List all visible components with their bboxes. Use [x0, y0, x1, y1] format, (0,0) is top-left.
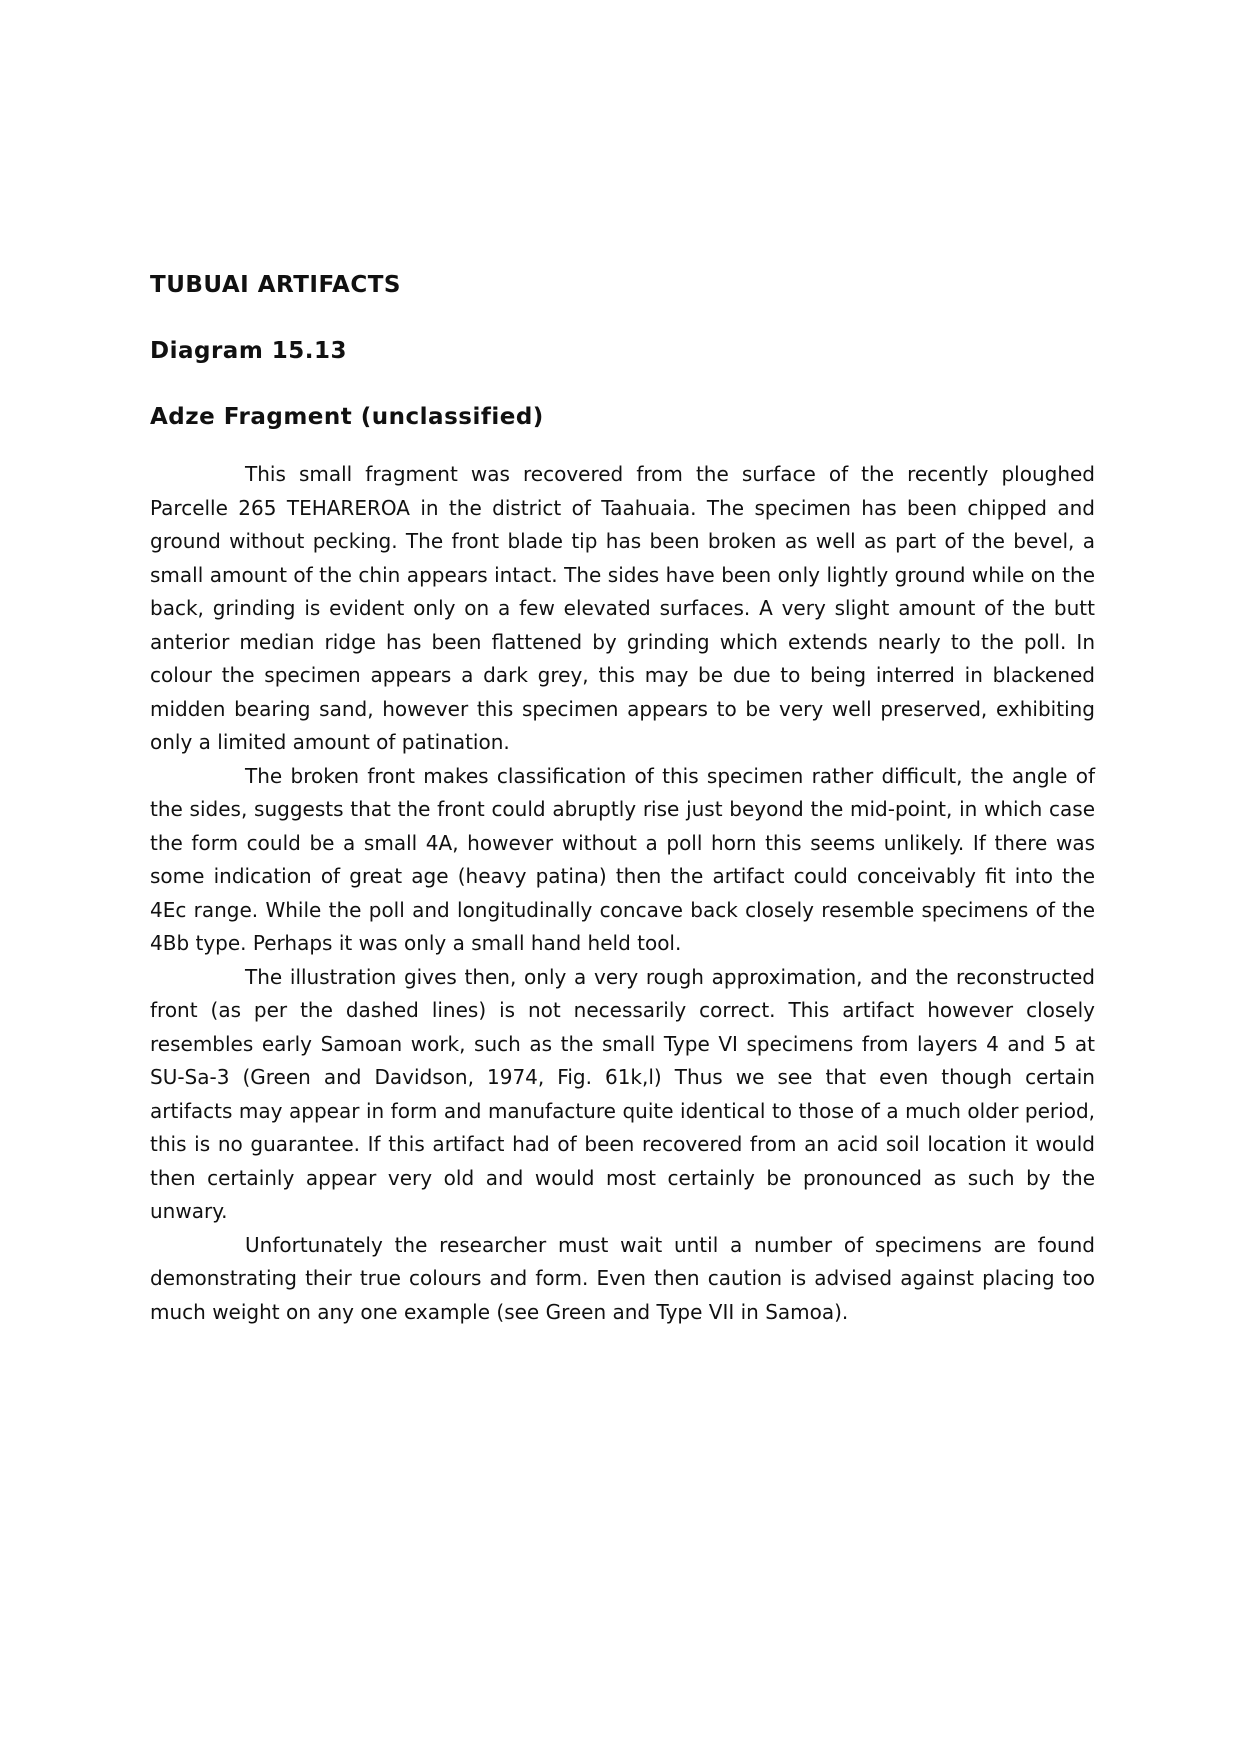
body-text: [150, 458, 1095, 1329]
paragraph: The illustration gives then, only a very rough approximation, and the reconstructed front (as per the dashed lines) is not necessarily correct. This artifact however closely resembles early Samoan work, such as the small Type VI specimens from layers 4 and 5 at SU-Sa-3 (Green and Davidson, 1974, Fig. 61k,l) Thus we see that even though certain artifacts may appear in form and manufacture quite identical to those of a much older period, this is no guarantee. If this artifact had of been recovered from an acid soil location it would then certainly appear very old and would most certainly be pronounced as such by the unwary.: [150, 964, 1095, 1223]
paragraph: The broken front makes classification of this specimen rather difficult, the angle of the sides, suggests that the front could abruptly rise just beyond the mid-point, in which case the form could be a small 4A, however without a poll horn this seems unlikely. If there was some indication of great age (heavy patina) then the artifact could conceivably fit into the 4Ec range. While the poll and longitudinally concave back closely resemble specimens of the 4Bb type. Perhaps it was only a small hand held tool.: [150, 763, 1095, 955]
subject-heading: Adze Fragment (unclassified): [150, 404, 544, 430]
diagram-label: Diagram 15.13: [150, 338, 348, 364]
paragraph: This small fragment was recovered from the surface of the recently ploughed Parcelle 265 TEHAREROA in the district of Taahuaia. The specimen has been chipped and ground without pecking. The front blade tip has been broken as well as part of the bevel, a small amount of the chin appears intact. The sides have been only lightly ground while on the back, grinding is evident only on a few elevated surfaces. A very slight amount of the butt anterior median ridge has been flattened by grinding which extends nearly to the poll. In colour the specimen appears a dark grey, this may be due to being interred in blackened midden bearing sand, however this specimen appears to be very well preserved, exhibiting only a limited amount of patination.: [150, 462, 1095, 754]
document-title: TUBUAI ARTIFACTS: [150, 272, 401, 298]
document-page: [150, 270, 1095, 1329]
paragraph: Unfortunately the researcher must wait until a number of specimens are found demonstrating their true colours and form. Even then caution is advised against placing too much weight on any one example (see Green and Type VII in Samoa).: [150, 1232, 1095, 1324]
